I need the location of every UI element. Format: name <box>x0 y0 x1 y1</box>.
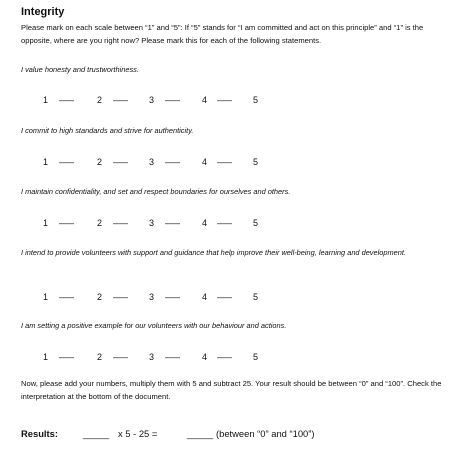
scale-value-5[interactable]: 5 <box>253 157 259 167</box>
scale-dash: ––– <box>165 352 181 362</box>
scale-value-3[interactable]: 3 <box>149 352 155 362</box>
scale-value-3[interactable]: 3 <box>149 95 155 105</box>
scale-dash: ––– <box>59 157 75 167</box>
scale-dash: ––– <box>113 292 129 302</box>
instructions-paragraph: Please mark on each scale between “1” and “5”: If “5” stands for “I am committed and act on this principle” and “1” is the opposite, where are you right now? Please mark this for each of the following statements. <box>21 23 424 45</box>
scale-value-1[interactable]: 1 <box>43 352 49 362</box>
scale-dash: ––– <box>59 352 75 362</box>
statement-3: I maintain confidentiality, and set and respect boundaries for ourselves and others. <box>21 187 291 196</box>
scale-value-2[interactable]: 2 <box>97 352 103 362</box>
scale-value-4[interactable]: 4 <box>202 292 208 302</box>
scale-value-4[interactable]: 4 <box>202 95 208 105</box>
scale-value-1[interactable]: 1 <box>43 292 49 302</box>
range-note: (between “0” and “100”) <box>216 428 315 439</box>
scale-value-4[interactable]: 4 <box>202 352 208 362</box>
statement-5: I am setting a positive example for our volunteers with our behaviour and actions. <box>21 321 287 330</box>
scale-value-5[interactable]: 5 <box>253 352 259 362</box>
scale-value-3[interactable]: 3 <box>149 292 155 302</box>
scale-dash: ––– <box>217 352 233 362</box>
scale-value-2[interactable]: 2 <box>97 157 103 167</box>
scale-value-4[interactable]: 4 <box>202 218 208 228</box>
scale-value-4[interactable]: 4 <box>202 157 208 167</box>
scale-dash: ––– <box>165 218 181 228</box>
scale-dash: ––– <box>113 218 129 228</box>
scale-value-5[interactable]: 5 <box>253 95 259 105</box>
result-blank[interactable]: _____ <box>187 428 214 439</box>
scale-dash: ––– <box>165 157 181 167</box>
scale-dash: ––– <box>113 352 129 362</box>
scale-value-2[interactable]: 2 <box>97 95 103 105</box>
scale-dash: ––– <box>217 218 233 228</box>
scale-dash: ––– <box>217 157 233 167</box>
statement-1: I value honesty and trustworthiness. <box>21 65 139 74</box>
scale-value-1[interactable]: 1 <box>43 218 49 228</box>
scale-value-2[interactable]: 2 <box>97 218 103 228</box>
statement-4: I intend to provide volunteers with support and guidance that help improve their well-being, learning and development. <box>21 248 406 257</box>
statement-2: I commit to high standards and strive for authenticity. <box>21 126 194 135</box>
scale-value-1[interactable]: 1 <box>43 157 49 167</box>
sum-blank[interactable]: _____ <box>83 428 110 439</box>
scale-dash: ––– <box>217 95 233 105</box>
scale-value-1[interactable]: 1 <box>43 95 49 105</box>
scale-value-2[interactable]: 2 <box>97 292 103 302</box>
scale-dash: ––– <box>59 95 75 105</box>
scale-value-3[interactable]: 3 <box>149 218 155 228</box>
scale-value-5[interactable]: 5 <box>253 292 259 302</box>
scale-value-3[interactable]: 3 <box>149 157 155 167</box>
scale-dash: ––– <box>113 157 129 167</box>
section-title: Integrity <box>21 6 65 18</box>
results-label: Results: <box>21 428 58 439</box>
scale-dash: ––– <box>59 218 75 228</box>
scale-dash: ––– <box>217 292 233 302</box>
scale-dash: ––– <box>165 95 181 105</box>
scale-dash: ––– <box>59 292 75 302</box>
scale-value-5[interactable]: 5 <box>253 218 259 228</box>
formula-text: x 5 - 25 = <box>118 428 158 439</box>
scoring-instructions: Now, please add your numbers, multiply them with 5 and subtract 25. Your result should be between “0” and “100”. Check the interpretation at the bottom of the document. <box>21 379 442 401</box>
scale-dash: ––– <box>113 95 129 105</box>
scale-dash: ––– <box>165 292 181 302</box>
